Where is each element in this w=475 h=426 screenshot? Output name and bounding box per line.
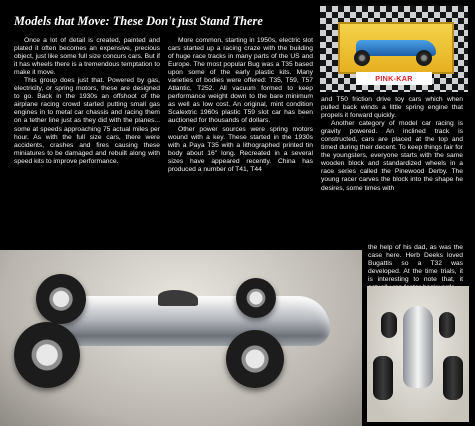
box-brand-label: PINK-KAR	[356, 72, 432, 85]
car-body	[403, 306, 433, 388]
front-right-wheel	[226, 330, 284, 388]
page-title: Models that Move: These Don't just Stand There	[14, 14, 263, 28]
text-column-3	[321, 96, 463, 193]
box-window	[338, 22, 454, 74]
paragraph: Once a lot of detail is created, painted and plated it often becomes an expensive, precious object, just like some full size concurs cars. But if it has wheels there is a tremendous temptation to make it move.	[14, 37, 160, 77]
front-left-wheel	[236, 278, 276, 318]
toy-wheel	[416, 50, 432, 66]
rear-wheel	[373, 356, 393, 400]
front-view-car-photo	[367, 286, 469, 422]
text-column-4: the help of his dad, as was the case here. Herb Deeks loved Bugattis so a T32 was developed. At the time trials, it is interesting to note that, it	[368, 244, 463, 284]
paragraph: This group does just that. Powered by gas, electricity, or spring motors, these are designed to go. Back in the 1930s an offshoot of the airplane racing crowd started putting small gas engines in to metal car chassis and racing them on a tether line just as they did with the planes... some at speeds approaching 75 actual miles per hour. As with the full size cars, there were accidents, crashes and fires causing these miniatures to be damaged and rebuilt along with speed kits to improve performance.	[14, 77, 160, 165]
silver-race-car-photo	[0, 250, 362, 426]
toy-box-photo	[320, 6, 468, 92]
text-column-2	[168, 37, 313, 174]
toy-wheel	[354, 50, 370, 66]
paragraph: More common, starting in 1950s, electric slot cars started up a racing craze with the building of huge race tracks in many parts of the US and Europe. The most popular Bug was a T35 based upon some of the early plastic kits. Many varieties of bodies were offered: T35, T59, T57 Atlantic, T252. All vacuum formed to keep performance weight down to the bare minimum as well as low cost. An original, mint condition Scalextric 1960s plastic T59 slot car has been auctioned for thousands of dollars.	[168, 37, 313, 125]
front-wheel	[381, 312, 397, 338]
rear-left-wheel	[36, 274, 86, 324]
car-cockpit	[158, 290, 198, 306]
paragraph: and T50 friction drive toy cars which when pulled back winds a little spring engine that propels it forward quickly.	[321, 96, 463, 120]
paragraph: Other power sources were spring motors wound with a key. These started in the 1930s with a Paya T35 with a lithographed printed tin body about 16" long. Recreated in a several sizes have appeared recently. China has produced a number of T41, T44	[168, 125, 313, 173]
paragraph: Another category of model car racing is gravity powered. An inclined track is constructed, cars are placed at the top and timed during their decent. To keep things fair for the youngsters, everyone starts with the same wooden block and standardized wheels in a race series called the Pinewood Derby. The young racer carves the block into the shape he desires, some times with	[321, 120, 463, 192]
text-column-1	[14, 37, 160, 166]
front-wheel	[439, 312, 455, 338]
rear-wheel	[443, 356, 463, 400]
rear-right-wheel	[14, 322, 80, 388]
